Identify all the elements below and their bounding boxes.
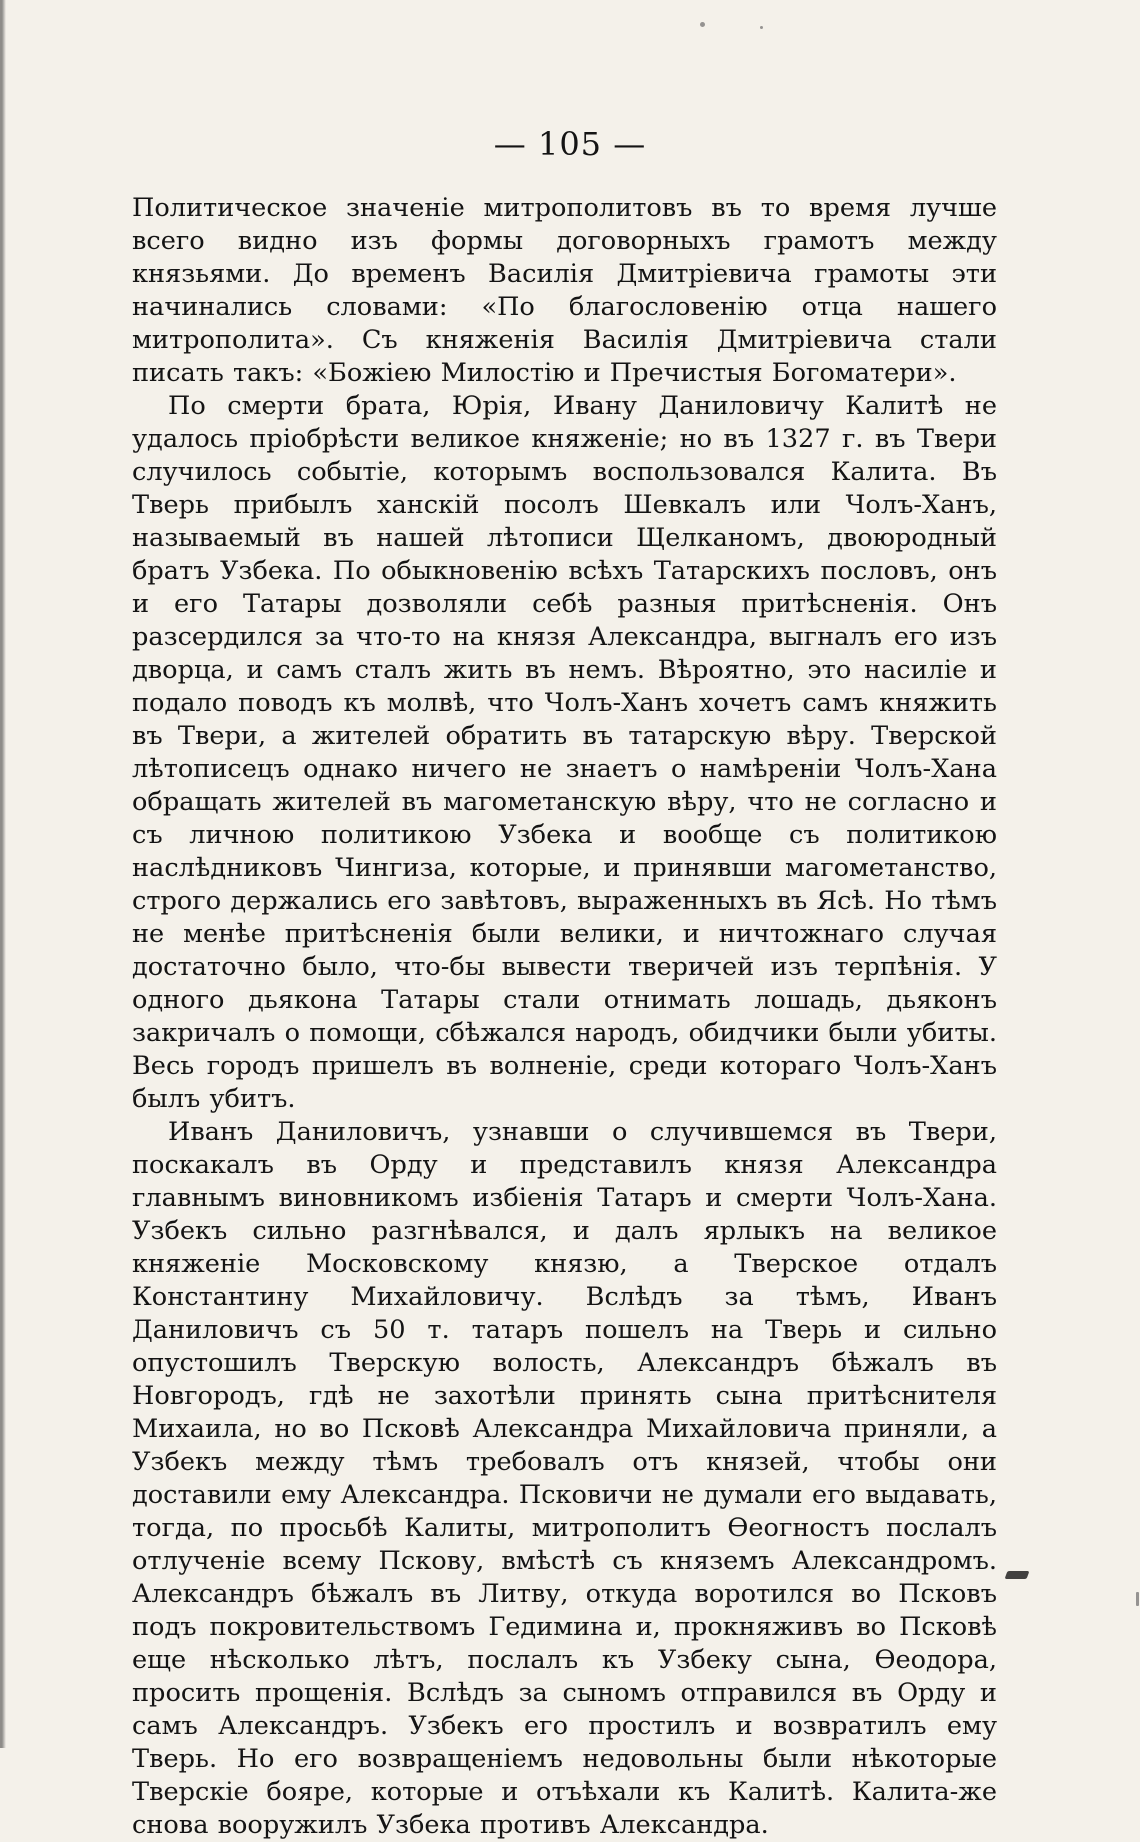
ink-speck bbox=[700, 22, 705, 27]
ink-speck bbox=[760, 26, 763, 29]
ink-speck bbox=[1136, 1592, 1139, 1606]
page-number: — 105 — bbox=[493, 125, 647, 163]
paragraph-chol-khan: По смерти брата, Юрія, Ивану Даниловичу Калитѣ не удалось пріобрѣсти великое княженіе; но въ 1327 г. въ Твери случилось событіе, которымъ воспользовался Калита. Въ Тверь прибылъ ханскій посолъ Шевкалъ или Чолъ-Ханъ, называемый въ нашей лѣтописи Щелканомъ, двоюродный братъ Узбека. По обыкновенію всѣхъ Татарскихъ пословъ, онъ и его Татары дозволяли себѣ разныя притѣсненія. Онъ разсердился за что-то на князя Александра, выгналъ его изъ дворца, и самъ сталъ жить въ немъ. Вѣроятно, это насиліе и подало поводъ къ молвѣ, что Чолъ-Ханъ хочетъ самъ княжить въ Твери, а жителей обратить въ татарскую вѣру. Тверской лѣтописецъ однако ничего не знаетъ о намѣреніи Чолъ-Хана обращать жителей въ магометанскую вѣру, что не согласно и съ личною политикою Узбека и вообще съ политикою наслѣдниковъ Чингиза, которые, и принявши магометанство, строго держались его завѣтовъ, выраженныхъ въ Ясѣ. Но тѣмъ не менѣе притѣсненія были велики, и ничтожнаго случая достаточно было, что-бы вывести тверичей изъ терпѣнія. У одного дьякона Татары стали отнимать лошадь, дьяконъ закричалъ о помощи, сбѣжался народъ, обидчики были убиты. Весь городъ пришелъ въ волненіе, среди котораго Чолъ-Ханъ былъ убитъ. bbox=[132, 391, 997, 1114]
ink-mark bbox=[1005, 1571, 1030, 1579]
paragraph-ivan-danilovich: Иванъ Даниловичъ, узнавши о случившемся въ Твери, поскакалъ въ Орду и представилъ князя Александра главнымъ виновникомъ избіенія Татаръ и смерти Чолъ-Хана. Узбекъ сильно разгнѣвался, и далъ ярлыкъ на великое княженіе Московскому князю, а Тверское отдалъ Константину Михайловичу. Вслѣдъ за тѣмъ, Иванъ Даниловичъ съ 50 т. татаръ пошелъ на Тверь и сильно опустошилъ Тверскую волость, Александръ бѣжалъ въ Новгородъ, гдѣ не захотѣли принять сына притѣснителя Михаила, но во Псковѣ Александра Михайловича приняли, а Узбекъ между тѣмъ требовалъ отъ князей, чтобы они доставили ему Александра. Псковичи не думали его выдавать, тогда, по просьбѣ Калиты, митрополитъ Ѳеогностъ послалъ отлученіе всему Пскову, вмѣстѣ съ княземъ Александромъ. Александръ бѣжалъ въ Литву, откуда воротился во Псковъ подъ покровительствомъ Гедимина и, прокняживъ во Псковѣ еще нѣсколько лѣтъ, послалъ къ Узбеку сына, Ѳеодора, просить прощенія. Вслѣдъ за сыномъ отправился въ Орду и самъ Александръ. Узбекъ его простилъ и возвратилъ ему Тверь. Но его возвращеніемъ недовольны были нѣкоторые Тверскіе бояре, которые и отъѣхали къ Калитѣ. Калита-же снова вооружилъ Узбека противъ Александра. bbox=[132, 1117, 997, 1840]
body-text bbox=[132, 192, 997, 1842]
paragraph-metropolitans: Политическое значеніе митрополитовъ въ то время лучше всего видно изъ формы договорныхъ грамотъ между князьями. До временъ Василія Дмитріевича грамоты эти начинались словами: «По благословенію отца нашего митрополита». Съ княженія Василія Дмитріевича стали писать такъ: «Божіею Милостію и Пречистыя Богоматери». bbox=[132, 193, 997, 388]
page-binding-edge bbox=[0, 0, 6, 1748]
